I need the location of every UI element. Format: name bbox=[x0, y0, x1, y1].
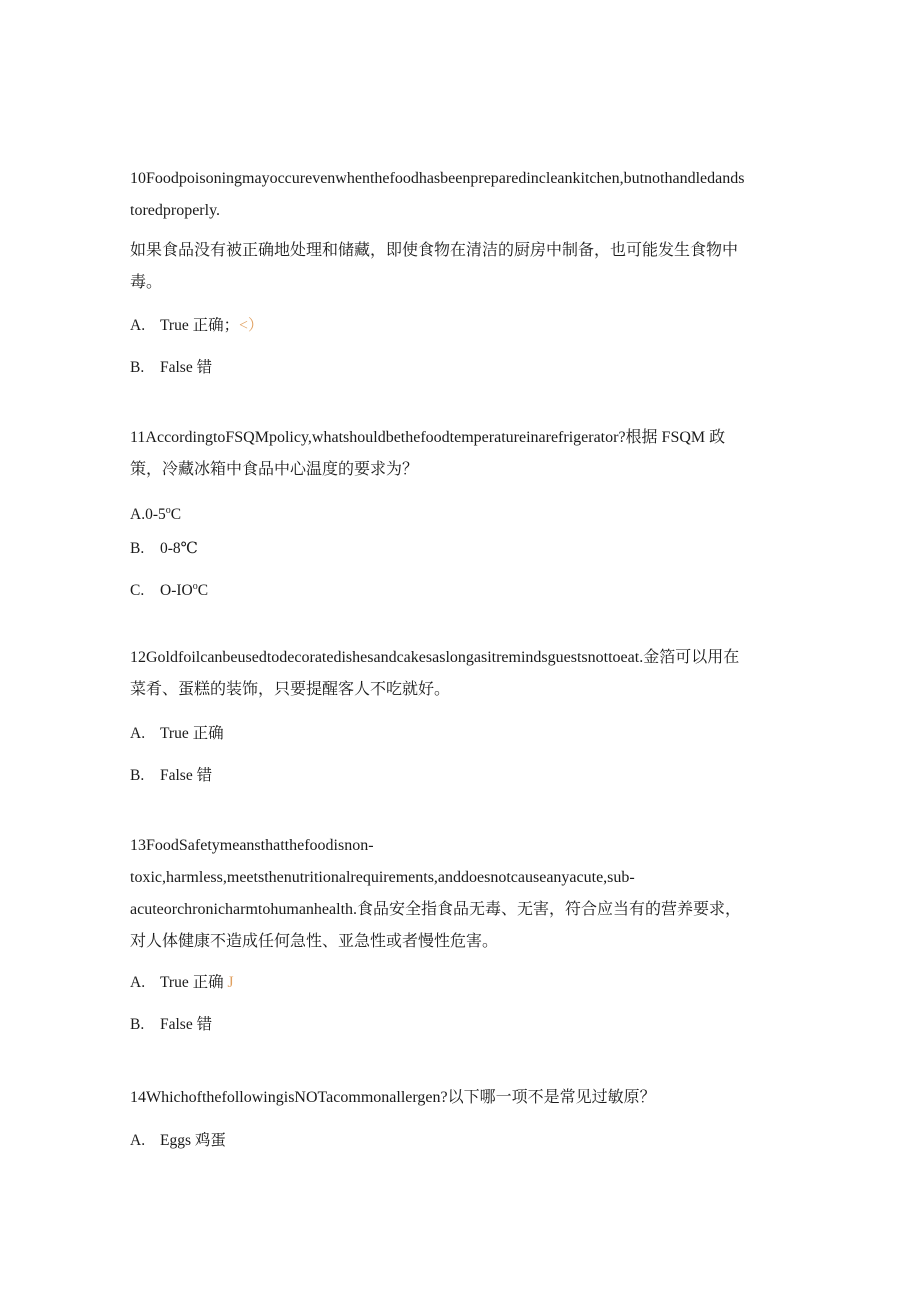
option-letter: A. bbox=[130, 317, 146, 334]
option-letter: A. bbox=[130, 725, 146, 742]
option-text: 0-8℃ bbox=[160, 540, 199, 557]
question-text-line: 10Foodpoisoningmayoccurevenwhenthefoodhasbeenpreparedincleankitchen,butnothandledands bbox=[130, 170, 745, 187]
option-text: False 错 bbox=[160, 767, 213, 784]
question-text-line: 菜肴、蛋糕的装饰，只要提醒客人不吃就好。 bbox=[130, 681, 451, 698]
option-row bbox=[130, 1015, 790, 1035]
question-text-line: 14WhichofthefollowingisNOTacommonallergen?以下哪一项不是常见过敏原？ bbox=[130, 1089, 656, 1106]
option-text: Eggs 鸡蛋 bbox=[160, 1132, 226, 1149]
question-text-line: 12Goldfoilcanbeusedtodecoratedishesandcakesaslongasitremindsguestsnottoeat.金箔可以用在 bbox=[130, 649, 740, 666]
option-letter: C. bbox=[130, 582, 145, 599]
option-text: True 正确； bbox=[160, 317, 240, 334]
question-10-chinese bbox=[130, 235, 790, 299]
degree-mark: o bbox=[165, 505, 171, 516]
answer-mark: <） bbox=[239, 317, 264, 334]
option-text: False 错 bbox=[160, 1016, 213, 1033]
option-text: O-IO bbox=[160, 582, 193, 599]
option-text: True 正确 bbox=[160, 725, 224, 742]
option-text: False 错 bbox=[160, 359, 213, 376]
option-row bbox=[130, 316, 790, 336]
question-text-line: 策，冷藏冰箱中食品中心温度的要求为？ bbox=[130, 461, 419, 478]
option-row bbox=[130, 1131, 790, 1151]
option-unit: C bbox=[197, 582, 209, 599]
option-row bbox=[130, 973, 790, 993]
option-letter: A. bbox=[130, 1132, 146, 1149]
question-text-line: acuteorchronicharmtohumanhealth.食品安全指食品无毒、无害，符合应当有的营养要求， bbox=[130, 901, 742, 918]
question-text-line: 对人体健康不造成任何急性、亚急性或者慢性危害。 bbox=[130, 933, 499, 950]
option-row bbox=[130, 501, 790, 525]
question-text-line: toredproperly. bbox=[130, 202, 221, 219]
question-10 bbox=[130, 163, 790, 227]
question-text-line: 毒。 bbox=[130, 274, 163, 291]
question-text-line: toxic,harmless,meetsthenutritionalrequirements,anddoesnotcauseanyacute,sub- bbox=[130, 869, 635, 886]
question-12 bbox=[130, 642, 790, 706]
option-row bbox=[130, 766, 790, 786]
option-text: A.0-5 bbox=[130, 506, 166, 523]
question-text-line: 如果食品没有被正确地处理和储藏，即使食物在清洁的厨房中制备，也可能发生食物中 bbox=[130, 242, 739, 259]
question-14 bbox=[130, 1082, 790, 1114]
question-11 bbox=[130, 422, 790, 486]
answer-mark: J bbox=[227, 974, 234, 991]
question-text-line: 13FoodSafetymeansthatthefoodisnon- bbox=[130, 837, 374, 854]
option-text: True 正确 bbox=[160, 974, 224, 991]
degree-mark: o bbox=[192, 581, 198, 592]
option-row bbox=[130, 577, 790, 601]
option-letter: B. bbox=[130, 1016, 145, 1033]
option-letter: B. bbox=[130, 767, 145, 784]
option-row bbox=[130, 539, 790, 559]
option-letter: B. bbox=[130, 540, 145, 557]
option-row bbox=[130, 358, 790, 378]
option-unit: C bbox=[170, 506, 182, 523]
question-text-line: 11AccordingtoFSQMpolicy,whatshouldbethefoodtemperatureinarefrigerator?根据 FSQM 政 bbox=[130, 429, 726, 446]
option-letter: A. bbox=[130, 974, 146, 991]
option-letter: B. bbox=[130, 359, 145, 376]
question-13 bbox=[130, 830, 790, 958]
option-row bbox=[130, 724, 790, 744]
